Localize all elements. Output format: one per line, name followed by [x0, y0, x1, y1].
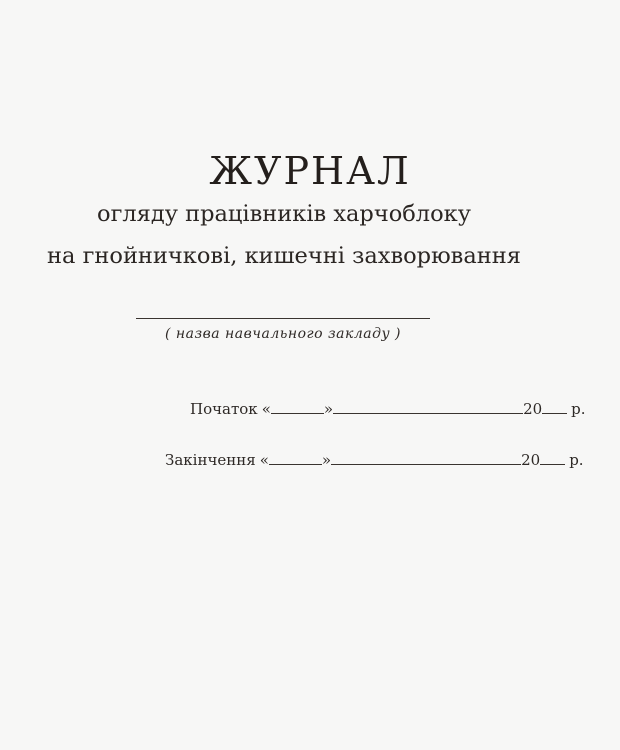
start-quote-open: «	[261, 400, 271, 418]
end-month-blank	[331, 451, 521, 465]
end-date-label: Закінчення	[165, 451, 256, 469]
start-year-prefix: 20	[523, 400, 543, 418]
start-date-row	[190, 400, 586, 418]
start-quote-close: »	[323, 400, 334, 418]
end-quote-close: »	[321, 451, 332, 469]
end-year-blank	[540, 451, 565, 465]
journal-title: ЖУРНАЛ	[209, 149, 411, 193]
end-year-suffix: р.	[569, 451, 584, 469]
end-date-row	[165, 451, 584, 469]
start-year-blank	[542, 400, 567, 414]
journal-subtitle-line-1: огляду працівників харчоблоку	[97, 201, 471, 227]
end-year-prefix: 20	[521, 451, 541, 469]
end-day-blank	[269, 451, 322, 465]
institution-name-caption: ( назва навчального закладу )	[165, 326, 401, 342]
start-month-blank	[333, 400, 523, 414]
journal-subtitle-line-2: на гнойничкові, кишечні захворювання	[47, 243, 521, 269]
start-day-blank	[271, 400, 324, 414]
institution-name-blank	[136, 318, 430, 319]
start-date-label: Початок	[190, 400, 258, 418]
start-year-suffix: р.	[571, 400, 586, 418]
end-quote-open: «	[259, 451, 269, 469]
